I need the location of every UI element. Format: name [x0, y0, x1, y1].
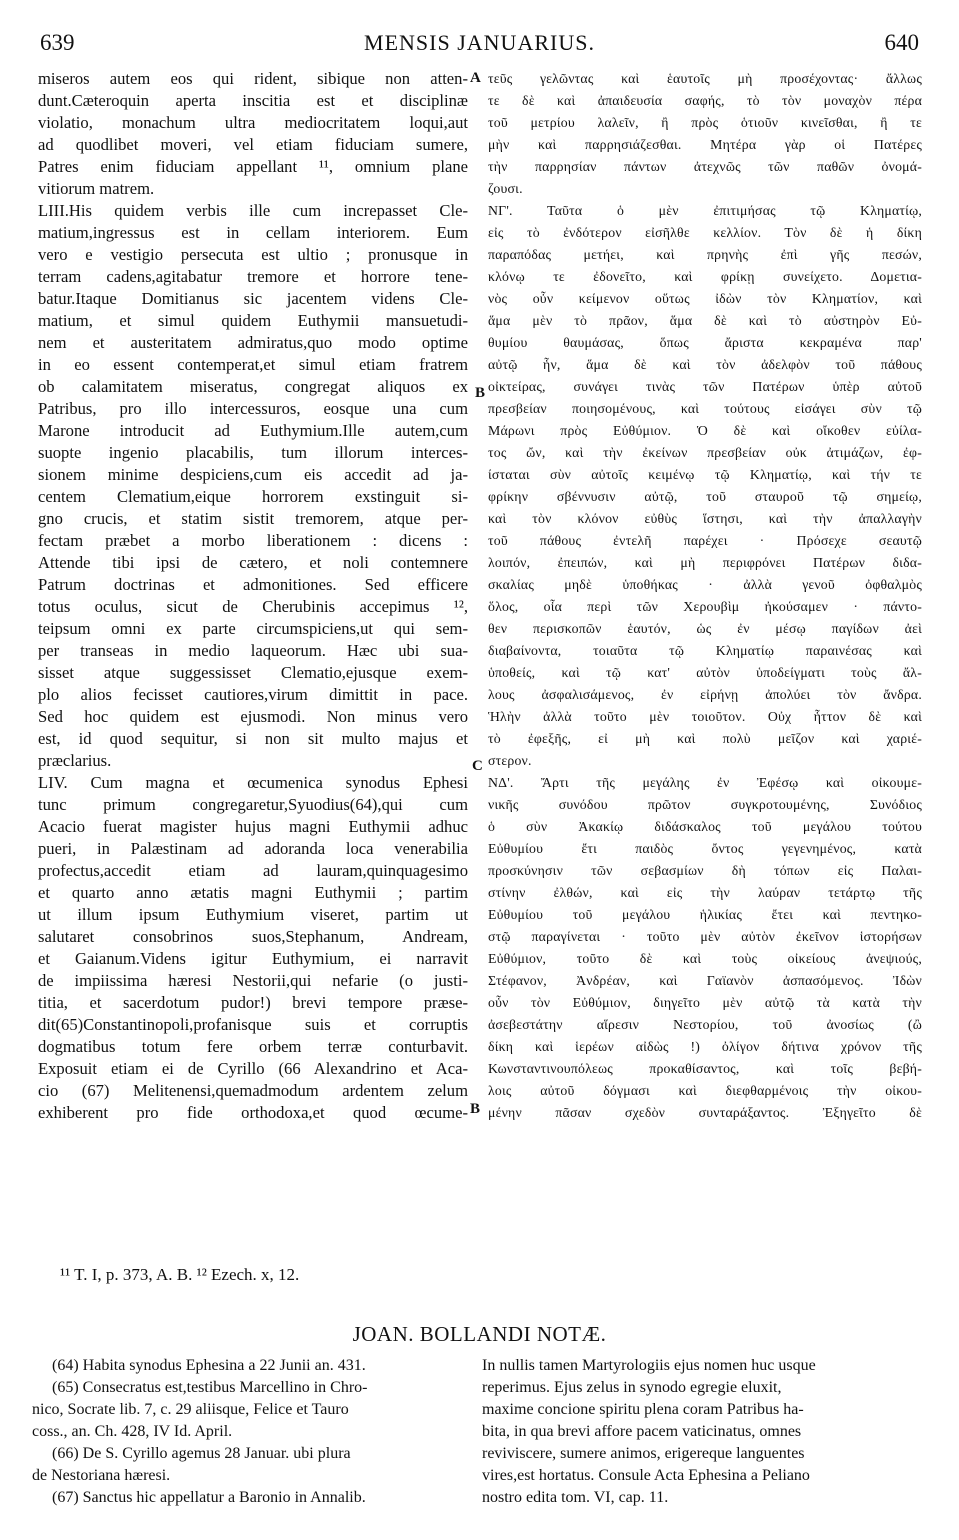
note-line: nostro edita tom. VI, cap. 11. — [482, 1489, 669, 1506]
latin-text-line: in eo essent contemperat,et simul etiam fratrem — [38, 355, 468, 374]
page-number-left: 639 — [40, 30, 75, 55]
latin-text-line: miseros autem eos qui rident, sibique non atten- — [38, 69, 468, 88]
greek-text-line: φρίκην σβέννυσιν αὐτῷ, τοῦ σταυροῦ τῷ σημείῳ, — [488, 489, 922, 504]
greek-text-line: ζουσι. — [488, 181, 523, 196]
latin-text-line: vitiorum matrem. — [38, 179, 155, 198]
greek-text-line: θεν περισκοπῶν ἑαυτόν, ὡς ἐν μέσῳ παγίδων ἀεὶ — [488, 621, 922, 636]
note-line: In nullis tamen Martyrologiis ejus nomen huc usque — [482, 1357, 816, 1374]
latin-text-line: teipsum omni ex parte circumspiciens,ut qui sem- — [38, 619, 468, 638]
latin-text-line: exhiberent pro fide orthodoxa,et quod œcume- — [38, 1103, 468, 1122]
running-header — [40, 30, 919, 62]
latin-text-line: batur.Itaque Domitianus sic jacentem videns Cle- — [38, 289, 468, 308]
note-line: coss., an. Ch. 428, IV Id. April. — [32, 1423, 233, 1440]
greek-text-line: παραπόδας μετήει, καὶ πρηνὴς ἐπὶ γῆς πεσών, — [488, 247, 922, 262]
greek-text-line: νὸς οὖν κείμενον οὕτως ἰδὼν τὸν Κληματίον, καὶ — [488, 291, 922, 306]
greek-text-line: λοιπόν, ἐπειπών, καὶ μὴ περιφρόνει Πατέρων διδα- — [488, 555, 922, 570]
greek-text-line: καὶ τὸν κλόνον εὐθὺς ἵστησι, καὶ τὴν ἀπαλλαγὴν — [488, 511, 922, 526]
latin-text-line: de impiissima hæresi Nestorii,qui nefarie (o justi- — [38, 971, 468, 990]
greek-text-line: μένην πᾶσαν σχεδὸν συνταράξαντος. Ἐξηγεῖτο δὲ — [488, 1105, 922, 1120]
latin-text-line: ut illum ipsum Euthymium viseret, partim ut — [38, 905, 468, 924]
greek-text-line: ὅλος, οἷα περὶ τῶν Χερουβὶμ ἠκούσαμεν · πάντο- — [488, 599, 922, 614]
greek-text-line: τος ὤν, καὶ τὴν ἐκείνων πρεσβείαν οὐκ ἀτιμάζων, ἐφ- — [488, 445, 922, 460]
latin-text-line: ob calamitatem miseratus, congregat aliquos ex — [38, 377, 468, 396]
note-line: (64) Habita synodus Ephesina a 22 Junii an. 431. — [32, 1357, 366, 1374]
greek-text-line: σκαλίας μηδὲ ὑποθήκας · ἀλλὰ γενοῦ ὀφθαλμὸς — [488, 577, 922, 592]
greek-text-line: λους ἀσφαλισάμενος, ἐν εἰρήνῃ ἀπολύει τὸν ἄνδρα. — [488, 687, 922, 702]
note-line: (66) De S. Cyrillo agemus 28 Januar. ubi plura — [32, 1445, 351, 1462]
greek-text-line: θυμίου θαυμάσας, ὅπως ἄριστα κεκραμένα παρ' — [488, 335, 922, 350]
latin-text-line: fectam præbet a morbo liberationem : dicens : — [38, 531, 468, 550]
greek-text-line: ΝΔ'. Ἄρτι τῆς μεγάλης ἐν Ἐφέσῳ καὶ οἰκουμε- — [488, 775, 922, 790]
latin-text-line: est, id quod sequitur, si non sit multo majus et — [38, 729, 468, 748]
latin-text-line: LIV. Cum magna et œcumenica synodus Ephesi — [38, 773, 468, 792]
notes-title: JOAN. BOLLANDI NOTÆ. — [352, 1322, 607, 1346]
greek-text-line: ΝΓ'. Ταῦτα ὁ μὲν ἐπιτιμήσας τῷ Κληματίῳ, — [488, 203, 922, 218]
note-line: reperimus. Ejus zelus in synodo egregie eluxit, — [482, 1379, 782, 1396]
latin-text-line: suopte ingenio placabilis, tum illorum interces- — [38, 443, 468, 462]
greek-text-line: Εὐθύμιον, τοῦτο δὲ καὶ τοὺς οἰκείους ἀνεψιούς, — [488, 951, 922, 966]
greek-text-line: Κωνσταντινουπόλεως προκαθίσαντος, καὶ τοῖς βεβή- — [488, 1061, 922, 1076]
note-line: reviviscere, sumere animos, erigereque languentes — [482, 1445, 805, 1462]
latin-text-line: sisset atque suggessisset Clematio,ejusque exem- — [38, 663, 468, 682]
latin-text-line: matium, et simul quidem Euthymii mansuetudi- — [38, 311, 468, 330]
latin-text-line: pueri, in Palæstinam ad adoranda loca venerabilia — [38, 839, 468, 858]
latin-text-line: Marone introducit ad Euthymium.Ille autem,cum — [38, 421, 468, 440]
latin-column — [38, 68, 468, 1124]
latin-text-line: dunt.Cæteroquin aperta inscitia est et disciplinæ — [38, 91, 468, 110]
note-line: nico, Socrate lib. 7, c. 29 aliisque, Felice et Tauro — [32, 1401, 349, 1418]
latin-text-line: nem et austeritatem admiratus,quo modo optime — [38, 333, 468, 352]
notes-right-column — [482, 1355, 922, 1509]
greek-text-line: εἰς τὸ ἐνδότερον εἰσῆλθε κελλίον. Τὸν δὲ ἡ δίκη — [488, 225, 922, 240]
footnotes: ¹¹ T. I, p. 373, A. B. ¹² Ezech. x, 12. — [60, 1265, 300, 1284]
latin-text-line: salutaret consobrinos suos,Stephanum, Andream, — [38, 927, 468, 946]
greek-text-line: ἀσεβεστάτην αἵρεσιν Νεστορίου, τοῦ ἀνοσίως (ὢ — [488, 1017, 922, 1032]
latin-text-line: præclarius. — [38, 751, 112, 770]
greek-text-line: στερον. — [488, 753, 532, 768]
greek-text-line: τεῦς γελῶντας καὶ ἑαυτοῖς μὴ προσέχοντας· ἄλλως — [488, 71, 922, 86]
latin-text-line: profectus,accedit etiam ad lauram,quinquagesimo — [38, 861, 468, 880]
margin-marker-b: B — [475, 385, 486, 401]
latin-text-line: cio (67) Melitenensi,quemadmodum ardentem zelum — [38, 1081, 468, 1100]
note-line: maxime concione spiritu plena coram Patribus ha- — [482, 1401, 804, 1418]
greek-text-line: οἰκτείρας, συνάγει τινὰς τῶν Πατέρων ὑπὲρ αὐτοῦ — [488, 379, 922, 394]
greek-column — [488, 68, 922, 1124]
greek-text-line: τὸ ἐφεξῆς, εἰ μὴ καὶ πολὺ μεῖζον καὶ χαριέ- — [488, 731, 922, 746]
greek-text-line: τοῦ πάθους ἐντελῆ παρέχει · Πρόσεχε σεαυτῷ — [488, 533, 922, 548]
greek-text-line: ὑποθείς, καὶ τῷ κατ' αὐτὸν ὑποδείγματι τοὺς ἄλ- — [488, 665, 922, 680]
latin-text-line: titia, et sacerdotum pudor!) brevi tempore præse- — [38, 993, 468, 1012]
greek-text-line: νικῆς συνόδου πρῶτον συγκροτουμένης, Συνόδιος — [488, 797, 922, 812]
margin-marker-b-second: B — [470, 1101, 481, 1117]
greek-text-line: Ἡλὴν ἀλλὰ τοῦτο μὲν τοιοῦτον. Οὐχ ἧττον δὲ καὶ — [488, 709, 922, 724]
greek-text-line: τοῦ μετρίου λαλεῖν, ἢ πρὸς ὁτιοῦν κινεῖσθαι, ἢ τε — [488, 115, 922, 130]
latin-text-line: et Gaianum.Videns igitur Euthymium, ei narravit — [38, 949, 468, 968]
latin-text-line: tunc primum congregaretur,Syuodius(64),qui cum — [38, 795, 468, 814]
note-line: vires,est hortatus. Consule Acta Ephesina a Peliano — [482, 1467, 810, 1484]
greek-text-line: ὁ σὺν Ἀκακίῳ διδάσκαλος τοῦ μεγάλου τούτου — [488, 819, 922, 834]
latin-text-line: Patribus, pro illo intercessuros, eosque una cum — [38, 399, 468, 418]
latin-text-line: Sed hoc quidem est ejusmodi. Non minus vero — [38, 707, 468, 726]
latin-text-line: per transeas in medio laqueorum. Hæc ubi sua- — [38, 641, 468, 660]
note-line: bita, in qua brevi affore pacem vaticinatus, omnes — [482, 1423, 802, 1440]
margin-marker-a: A — [470, 70, 481, 86]
running-title: MENSIS JANUARIUS. — [364, 30, 595, 55]
latin-text-line: Patres enim fiduciam appellant ¹¹, omnium plane — [38, 157, 468, 176]
latin-text-line: gno crucis, et statim sistit tremorem, atque per- — [38, 509, 468, 528]
latin-text-line: dogmatibus totum fere orbem terræ conturbavit. — [38, 1037, 468, 1056]
greek-text-line: δίκη καὶ ἱερέων αἰδὼς !) ὀλίγον δήτινα χρόνον τῆς — [488, 1039, 922, 1054]
note-line: (65) Consecratus est,testibus Marcellino in Chro- — [32, 1379, 368, 1396]
greek-text-line: Εὐθυμίου ἔτι παιδὸς ὄντος γεγενημένος, κατὰ — [488, 841, 922, 856]
greek-text-line: πρεσβείαν ποιησομένους, καὶ τούτους εἰσάγει σὺν τῷ — [488, 401, 922, 416]
greek-text-line: μὴν καὶ παρρησιάζεσθαι. Μητέρα γὰρ οἱ Πατέρες — [488, 137, 922, 152]
greek-text-line: Εὐθυμίου τοῦ μεγάλου ἡλικίας ἔτει καὶ πεντηκο- — [488, 907, 922, 922]
latin-text-line: ad quodlibet moveri, vel etiam fiduciam sumere, — [38, 135, 468, 154]
greek-text-line: οὖν τὸν Εὐθύμιον, διηγεῖτο μὲν αὐτῷ τὰ κατὰ τὴν — [488, 995, 922, 1010]
greek-text-line: Στέφανον, Ἀνδρέαν, καὶ Γαϊανὸν ἀσπασόμενος. Ἰδὼν — [488, 973, 922, 988]
latin-text-line: Attende tibi ipsi de cætero, et noli contemnere — [38, 553, 468, 572]
greek-text-line: προσκύνησιν τῶν σεβασμίων δὴ τόπων εἰς Παλαι- — [488, 863, 922, 878]
latin-text-line: dit(65)Constantinopoli,profanisque suis et corruptis — [38, 1015, 468, 1034]
greek-text-line: στῷ παραγίνεται · τοῦτο μὲν αὐτὸν ἐκεῖνον ἱστορήσων — [488, 929, 922, 944]
latin-text-line: sionem minime despiciens,cum eis accedit ad ja- — [38, 465, 468, 484]
note-line: (67) Sanctus hic appellatur a Baronio in Annalib. — [32, 1489, 366, 1506]
greek-text-line: Μάρωνι πρὸς Εὐθύμιον. Ὁ δὲ καὶ οἴκοθεν εὐίλα- — [488, 423, 922, 438]
greek-text-line: στίνην ἐλθών, καὶ εἰς τὴν λαύραν τετάρτῳ τῆς — [488, 885, 922, 900]
greek-text-line: λοις αὐτοῦ δόγμασι καὶ διεφθαρμένοις τὴν οἰκου- — [488, 1083, 922, 1098]
greek-text-line: ἅμα μὲν τὸ πρᾶον, ἅμα δὲ καὶ τὸ αὐστηρὸν Εὐ- — [488, 313, 922, 328]
greek-text-line: κλόνῳ τε ἐδονεῖτο, καὶ φρίκῃ συνείχετο. Δομετια- — [488, 269, 922, 284]
greek-text-line: τὴν παρρησίαν πάντων ἀτεχνῶς τῶν παθῶν ὀνομά- — [488, 159, 922, 174]
greek-text-line: διαβαίνοντα, τοιαῦτα τῷ Κληματίῳ παραινέσας καὶ — [488, 643, 922, 658]
notes-left-column — [32, 1355, 472, 1509]
latin-text-line: violatio, monachum ultra mediocritatem loqui,aut — [38, 113, 468, 132]
greek-text-line: τε δὲ καὶ ἀπαιδευσία σαφής, τὸ τὸν μοναχὸν πέρα — [488, 93, 922, 108]
latin-text-line: centem Clematium,eique horrorem exstinguit si- — [38, 487, 468, 506]
latin-text-line: vero e vestigio persecuta est ultio ; pronusque in — [38, 245, 468, 264]
greek-text-line: ίσταται σὺν αὐτοῖς κειμένῳ τῷ Κληματίῳ, καὶ τήν τε — [488, 467, 922, 482]
latin-text-line: Acacio fuerat magister hujus magni Euthymii adhuc — [38, 817, 468, 836]
latin-text-line: Exposuit etiam ei de Cyrillo (66 Alexandrino et Aca- — [38, 1059, 468, 1078]
latin-text-line: LIII.His quidem verbis ille cum increpasset Cle- — [38, 201, 468, 220]
latin-text-line: terram cadens,agitabatur tremore et horrore tene- — [38, 267, 468, 286]
latin-text-line: Patrum doctrinas et admonitiones. Sed efficere — [38, 575, 468, 594]
note-line: de Nestoriana hæresi. — [32, 1467, 171, 1484]
page-number-right: 640 — [884, 30, 919, 55]
latin-text-line: totus oculus, sicut de Cherubinis accepimus ¹², — [38, 597, 468, 616]
latin-text-line: plo alios fecisset cautiores,virum dimittit in pace. — [38, 685, 468, 704]
margin-marker-c: C — [472, 758, 483, 774]
latin-text-line: matium,ingressus est in cellam interiorem. Eum — [38, 223, 468, 242]
greek-text-line: αὐτῷ ἦν, ἅμα δὲ καὶ τὸν ἀδελφὸν τοῦ πάθους — [488, 357, 922, 372]
latin-text-line: et quarto anno ætatis magni Euthymii ; partim — [38, 883, 468, 902]
